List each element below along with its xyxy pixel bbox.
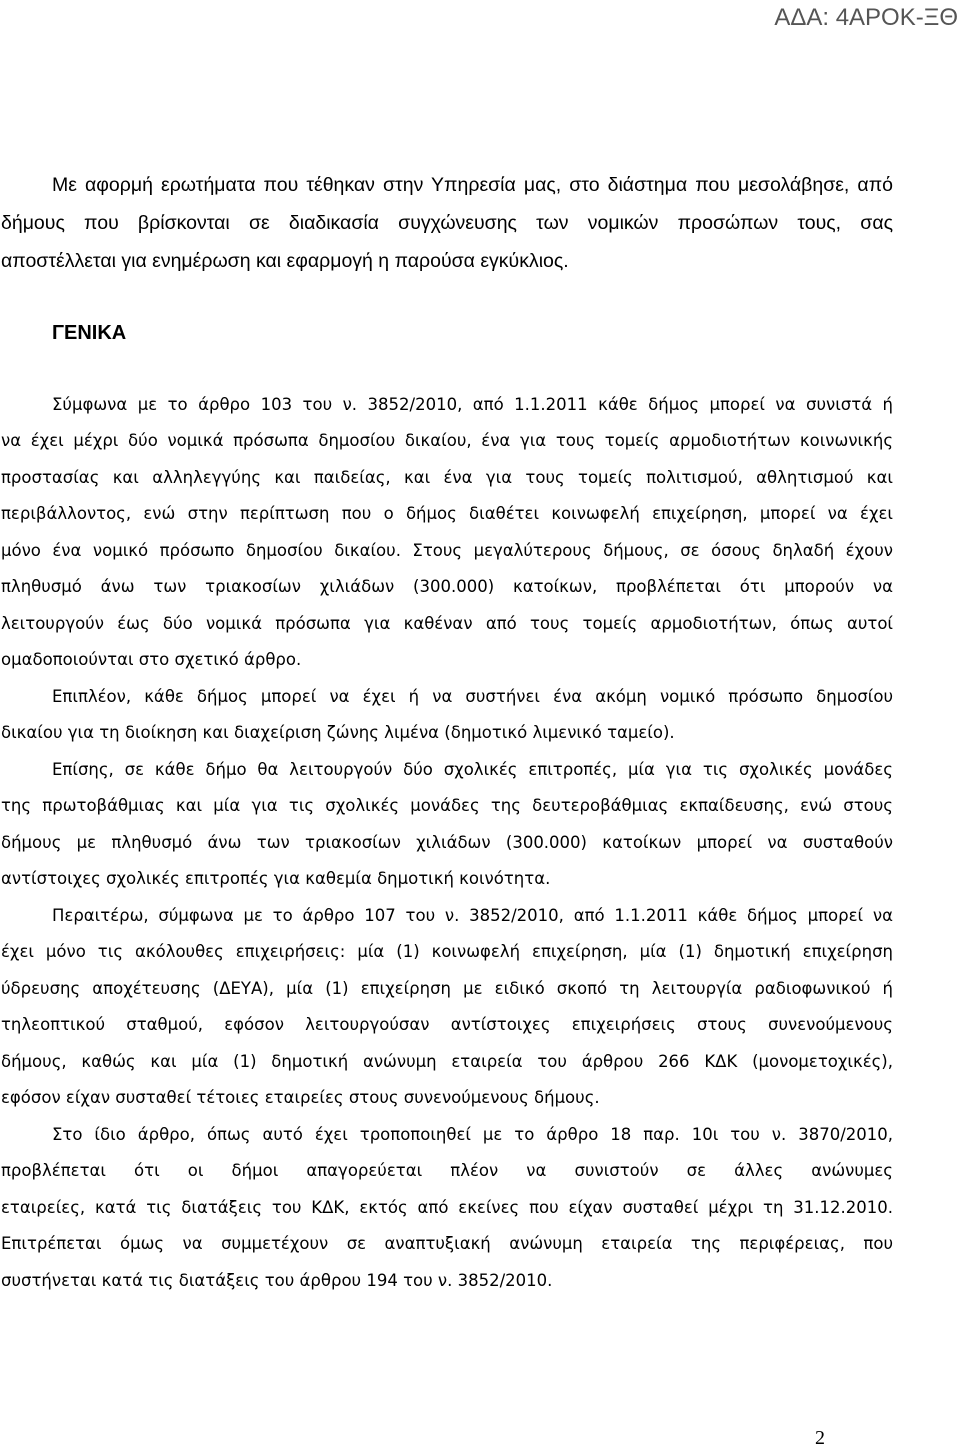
section-heading-block xyxy=(1,315,893,351)
paragraph-line: προβλέπεται ότι οι δήμοι απαγορεύεται πλέον να συνιστούν σε άλλες ανώνυμες xyxy=(1,1161,893,1181)
paragraph-line: περιβάλλοντος, ενώ στην περίπτωση που ο δήμος διαθέτει κοινωφελή επιχείρηση, μπορεί να έχει xyxy=(1,504,893,524)
paragraph-companies xyxy=(1,1117,893,1300)
page-number: 2 xyxy=(815,1427,825,1449)
paragraph-line: δήμους, καθώς και μία (1) δημοτική ανώνυμη εταιρεία του άρθρου 266 ΚΔΚ (μονομετοχικές), xyxy=(1,1051,893,1071)
paragraph-port-fund xyxy=(1,679,893,752)
paragraph-line: ομαδοποιούνται στο σχετικό άρθρο. xyxy=(1,650,302,670)
paragraph-line: ύδρευσης αποχέτευσης (ΔΕΥΑ), μία (1) επιχείρηση με ειδικό σκοπό τη λειτουργία ραδιοφωνικού ή xyxy=(1,978,893,998)
ada-document-code: ΑΔΑ: 4ΑΡΟΚ-ΞΘ xyxy=(774,4,958,31)
paragraph-line: Περαιτέρω, σύμφωνα με το άρθρο 107 του ν. 3852/2010, από 1.1.2011 κάθε δήμος μπορεί να xyxy=(52,905,893,925)
paragraph-line: τηλεοπτικού σταθμού, εφόσον λειτουργούσαν αντίστοιχες επιχειρήσεις στους συνενούμενους xyxy=(1,1015,893,1035)
paragraph-line: Επιτρέπεται όμως να συμμετέχουν σε αναπτυξιακή ανώνυμη εταιρεία της περιφέρειας, που xyxy=(1,1234,893,1254)
document-body xyxy=(1,387,893,1300)
paragraph-line: να έχει μέχρι δύο νομικά πρόσωπα δημοσίου δικαίου, ένα για τους τομείς αρμοδιοτήτων κοινωνικής xyxy=(1,431,893,451)
paragraph-line: Με αφορμή ερωτήματα που τέθηκαν στην Υπηρεσία μας, στο διάστημα που μεσολάβησε, από xyxy=(52,174,893,196)
paragraph-line: προστασίας και αλληλεγγύης και παιδείας, και ένα για τους τομείς πολιτισμού, αθλητισμού και xyxy=(1,467,893,487)
paragraph-line: δήμους που βρίσκονται σε διαδικασία συγχώνευσης των νομικών προσώπων τους, σας xyxy=(1,212,893,234)
paragraph-line: εφόσον είχαν συσταθεί τέτοιες εταιρείες στους συνενούμενους δήμους. xyxy=(1,1088,600,1108)
paragraph-line: Επίσης, σε κάθε δήμο θα λειτουργούν δύο σχολικές επιτροπές, μία για τις σχολικές μονάδες xyxy=(52,759,893,779)
paragraph-line: έχει μόνο τις ακόλουθες επιχειρήσεις: μία (1) κοινωφελή επιχείρηση, μία (1) δημοτική επιχείρηση xyxy=(1,942,893,962)
paragraph-line: Επιπλέον, κάθε δήμος μπορεί να έχει ή να συστήνει ένα ακόμη νομικό πρόσωπο δημοσίου xyxy=(52,686,893,706)
paragraph-line: δήμους με πληθυσμό άνω των τριακοσίων χιλιάδων (300.000) κατοίκων μπορεί να συσταθούν xyxy=(1,832,893,852)
paragraph-line: της πρωτοβάθμιας και μία για τις σχολικές μονάδες της δευτεροβάθμιας εκπαίδευσης, ενώ στους xyxy=(1,796,893,816)
paragraph-line: δικαίου για τη διοίκηση και διαχείριση ζώνης λιμένα (δημοτικό λιμενικό ταμείο). xyxy=(1,723,675,743)
section-heading: ΓΕΝΙΚΑ xyxy=(52,322,127,344)
paragraph-line: αντίστοιχες σχολικές επιτροπές για καθεμία δημοτική κοινότητα. xyxy=(1,869,551,889)
paragraph-line: μόνο ένα νομικό πρόσωπο δημοσίου δικαίου. Στους μεγαλύτερους δήμους, σε όσους δηλαδή έχουν xyxy=(1,540,893,560)
intro-paragraph xyxy=(1,166,893,280)
paragraph-line: εταιρείες, κατά τις διατάξεις του ΚΔΚ, εκτός από εκείνες που είχαν συσταθεί μέχρι τη 31.12.2010. xyxy=(1,1197,893,1217)
paragraph-municipal-enterprises xyxy=(1,898,893,1117)
paragraph-line: πληθυσμό άνω των τριακοσίων χιλιάδων (300.000) κατοίκων, προβλέπεται ότι μπορούν να xyxy=(1,577,893,597)
paragraph-line: αποστέλλεται για ενημέρωση και εφαρμογή η παρούσα εγκύκλιος. xyxy=(1,250,569,272)
paragraph-line: λειτουργούν έως δύο νομικά πρόσωπα για καθέναν από τους τομείς αρμοδιοτήτων, όπως αυτοί xyxy=(1,613,893,633)
paragraph-school-committees xyxy=(1,752,893,898)
paragraph-line: Σύμφωνα με το άρθρο 103 του ν. 3852/2010, από 1.1.2011 κάθε δήμος μπορεί να συνιστά ή xyxy=(52,394,893,414)
paragraph-line: συστήνεται κατά τις διατάξεις του άρθρου 194 του ν. 3852/2010. xyxy=(1,1270,553,1290)
paragraph-legal-entities xyxy=(1,387,893,679)
paragraph-line: Στο ίδιο άρθρο, όπως αυτό έχει τροποποιηθεί με το άρθρο 18 παρ. 10ι του ν. 3870/2010, xyxy=(52,1124,893,1144)
